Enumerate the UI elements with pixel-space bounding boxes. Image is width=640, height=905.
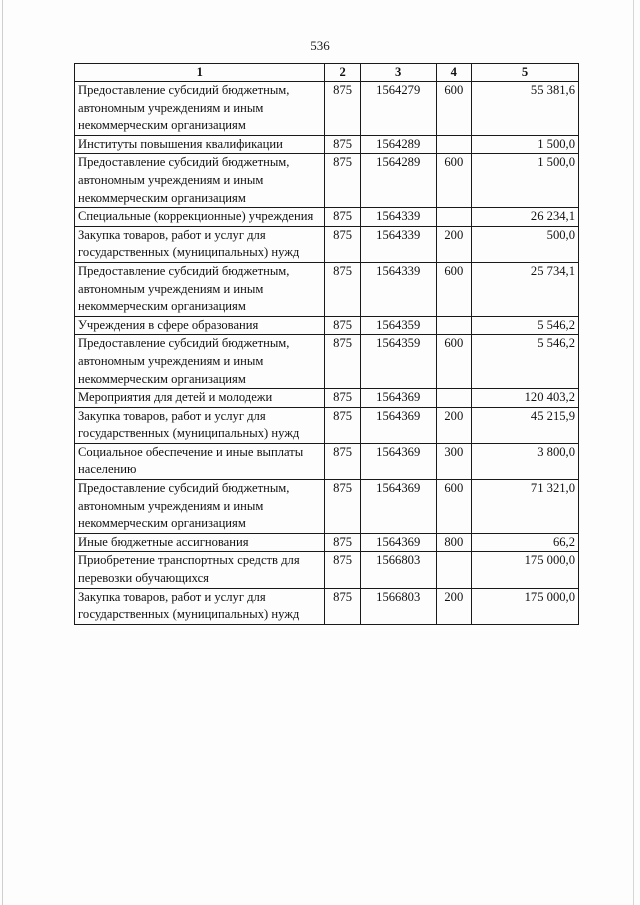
- table-body: [75, 82, 579, 625]
- row-col4-cell: 300: [436, 443, 471, 479]
- row-col2-cell: 875: [325, 389, 360, 408]
- scan-edge-right: [633, 0, 634, 905]
- row-amount-cell: 175 000,0: [471, 588, 578, 624]
- row-col4-cell: 600: [436, 480, 471, 534]
- row-col4-cell: 200: [436, 226, 471, 262]
- row-col3-cell: 1566803: [360, 552, 436, 588]
- budget-table: [74, 63, 579, 625]
- row-name-cell: Предоставление субсидий бюджетным, автономным учреждениям и иным некоммерческим организациям: [75, 480, 325, 534]
- row-col2-cell: 875: [325, 226, 360, 262]
- row-amount-cell: 5 546,2: [471, 335, 578, 389]
- row-name-cell: Закупка товаров, работ и услуг для государственных (муниципальных) нужд: [75, 588, 325, 624]
- row-col3-cell: 1564289: [360, 135, 436, 154]
- row-col3-cell: 1564369: [360, 389, 436, 408]
- row-col4-cell: 800: [436, 533, 471, 552]
- row-name-cell: Специальные (коррекционные) учреждения: [75, 208, 325, 227]
- row-amount-cell: 1 500,0: [471, 135, 578, 154]
- row-amount-cell: 66,2: [471, 533, 578, 552]
- row-col4-cell: 600: [436, 154, 471, 208]
- table-row: [75, 588, 579, 624]
- row-col2-cell: 875: [325, 533, 360, 552]
- row-col2-cell: 875: [325, 480, 360, 534]
- row-name-cell: Закупка товаров, работ и услуг для государственных (муниципальных) нужд: [75, 407, 325, 443]
- row-name-cell: Закупка товаров, работ и услуг для государственных (муниципальных) нужд: [75, 226, 325, 262]
- column-header-5: 5: [471, 64, 578, 82]
- table-row: [75, 389, 579, 408]
- row-col3-cell: 1566803: [360, 588, 436, 624]
- row-col3-cell: 1564359: [360, 316, 436, 335]
- row-col3-cell: 1564369: [360, 443, 436, 479]
- row-col4-cell: 600: [436, 335, 471, 389]
- table-row: [75, 480, 579, 534]
- row-col4-cell: [436, 135, 471, 154]
- row-amount-cell: 45 215,9: [471, 407, 578, 443]
- table-header-row: [75, 64, 579, 82]
- row-col4-cell: [436, 389, 471, 408]
- row-col3-cell: 1564369: [360, 407, 436, 443]
- row-col3-cell: 1564339: [360, 208, 436, 227]
- row-amount-cell: 500,0: [471, 226, 578, 262]
- row-name-cell: Предоставление субсидий бюджетным, автономным учреждениям и иным некоммерческим организациям: [75, 154, 325, 208]
- row-amount-cell: 26 234,1: [471, 208, 578, 227]
- row-amount-cell: 175 000,0: [471, 552, 578, 588]
- row-col2-cell: 875: [325, 135, 360, 154]
- table-row: [75, 154, 579, 208]
- table-row: [75, 335, 579, 389]
- row-amount-cell: 120 403,2: [471, 389, 578, 408]
- row-col2-cell: 875: [325, 552, 360, 588]
- row-col2-cell: 875: [325, 588, 360, 624]
- table-row: [75, 533, 579, 552]
- table-row: [75, 443, 579, 479]
- row-amount-cell: 71 321,0: [471, 480, 578, 534]
- page-number: 536: [310, 38, 330, 53]
- row-col3-cell: 1564359: [360, 335, 436, 389]
- row-col4-cell: 200: [436, 407, 471, 443]
- column-header-4: 4: [436, 64, 471, 82]
- row-col3-cell: 1564289: [360, 154, 436, 208]
- row-name-cell: Учреждения в сфере образования: [75, 316, 325, 335]
- row-col2-cell: 875: [325, 154, 360, 208]
- column-header-2: 2: [325, 64, 360, 82]
- row-col3-cell: 1564369: [360, 533, 436, 552]
- row-amount-cell: 55 381,6: [471, 82, 578, 136]
- table-row: [75, 262, 579, 316]
- row-col2-cell: 875: [325, 407, 360, 443]
- row-col4-cell: 200: [436, 588, 471, 624]
- row-name-cell: Предоставление субсидий бюджетным, автономным учреждениям и иным некоммерческим организациям: [75, 335, 325, 389]
- table-row: [75, 226, 579, 262]
- table-row: [75, 407, 579, 443]
- row-amount-cell: 5 546,2: [471, 316, 578, 335]
- column-header-1: 1: [75, 64, 325, 82]
- table-row: [75, 135, 579, 154]
- row-col3-cell: 1564279: [360, 82, 436, 136]
- column-header-3: 3: [360, 64, 436, 82]
- row-col2-cell: 875: [325, 208, 360, 227]
- table-row: [75, 316, 579, 335]
- row-col2-cell: 875: [325, 262, 360, 316]
- row-name-cell: Предоставление субсидий бюджетным, автономным учреждениям и иным некоммерческим организациям: [75, 262, 325, 316]
- row-name-cell: Приобретение транспортных средств для перевозки обучающихся: [75, 552, 325, 588]
- row-amount-cell: 25 734,1: [471, 262, 578, 316]
- row-name-cell: Социальное обеспечение и иные выплаты населению: [75, 443, 325, 479]
- scan-edge-left: [2, 0, 3, 905]
- row-col4-cell: [436, 208, 471, 227]
- row-col4-cell: [436, 316, 471, 335]
- row-name-cell: Иные бюджетные ассигнования: [75, 533, 325, 552]
- row-col3-cell: 1564339: [360, 262, 436, 316]
- row-col4-cell: 600: [436, 262, 471, 316]
- row-col3-cell: 1564339: [360, 226, 436, 262]
- row-col2-cell: 875: [325, 316, 360, 335]
- row-amount-cell: 1 500,0: [471, 154, 578, 208]
- row-col2-cell: 875: [325, 335, 360, 389]
- row-name-cell: Предоставление субсидий бюджетным, автономным учреждениям и иным некоммерческим организациям: [75, 82, 325, 136]
- row-col2-cell: 875: [325, 443, 360, 479]
- row-name-cell: Институты повышения квалификации: [75, 135, 325, 154]
- row-amount-cell: 3 800,0: [471, 443, 578, 479]
- row-name-cell: Мероприятия для детей и молодежи: [75, 389, 325, 408]
- row-col4-cell: [436, 552, 471, 588]
- table-row: [75, 552, 579, 588]
- table-row: [75, 82, 579, 136]
- row-col2-cell: 875: [325, 82, 360, 136]
- table-row: [75, 208, 579, 227]
- row-col4-cell: 600: [436, 82, 471, 136]
- row-col3-cell: 1564369: [360, 480, 436, 534]
